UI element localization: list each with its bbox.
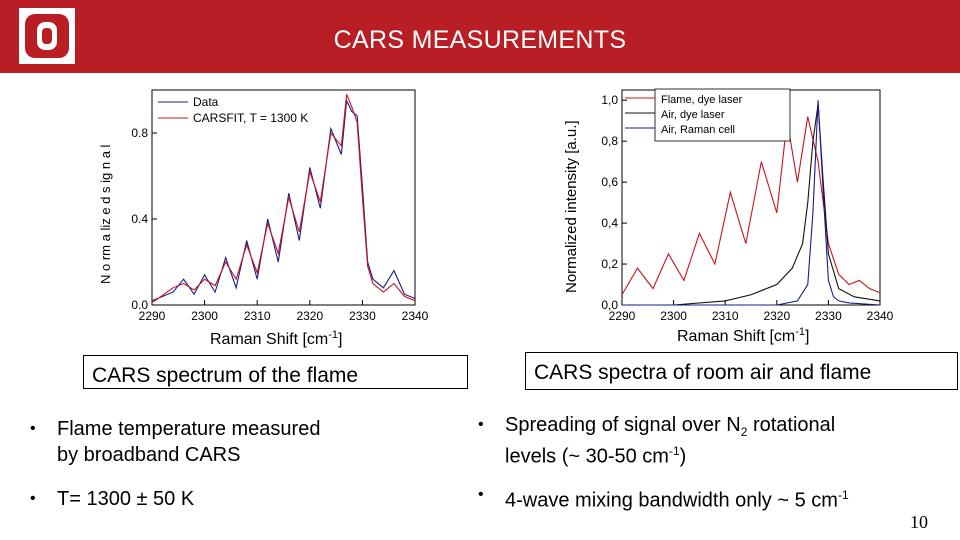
right-x-tick-label: 2340 <box>866 309 894 323</box>
left-series-0 <box>152 101 415 301</box>
right-y-tick-label: 0,8 <box>601 134 618 149</box>
right-y-tick-label: 0,2 <box>601 257 618 272</box>
left-x-label: Raman Shift $[cm^{-1}]$ <box>210 329 343 348</box>
left-legend <box>158 95 308 125</box>
right-x-tick-label: 2290 <box>608 309 636 323</box>
left-series-1 <box>152 94 415 303</box>
bullet-left-1-line2: by broadband CARS <box>57 444 241 466</box>
right-series-0 <box>622 117 880 295</box>
right-y-tick-label: 1,0 <box>601 93 618 108</box>
left-chart <box>100 85 445 355</box>
left-y-tick-label: 0.4 <box>131 212 148 226</box>
right-y-label: Normalized intensity [a.u.] <box>563 120 580 293</box>
left-x-tick-label: 2340 <box>401 309 429 323</box>
bullet-right-1-line2: levels (~ 30-50 $cm^{-1}$) <box>505 444 687 468</box>
page-number: 10 <box>910 512 928 532</box>
slide-header <box>0 0 960 73</box>
bullet-right-1 <box>478 412 953 472</box>
bullet-right-2 <box>478 482 953 512</box>
right-legend-flame: Flame, dye laser <box>661 94 743 106</box>
left-legend-data: Data <box>193 95 219 109</box>
right-chart <box>555 85 900 347</box>
right-caption: CARS spectra of room air and flame <box>525 352 958 390</box>
left-y-label: N o rm a liz e d s ig n a l <box>98 144 113 284</box>
left-caption: CARS spectrum of the flame <box>83 355 468 389</box>
right-legend-air-dye: Air, dye laser <box>661 109 725 121</box>
bullet-left-1 <box>30 416 450 476</box>
bullet-icon: • <box>478 416 484 433</box>
bullet-left-1-line1: Flame temperature measured <box>57 418 321 440</box>
right-y-tick-label: 0,0 <box>601 298 618 312</box>
left-y-tick-label: 0.8 <box>131 126 148 140</box>
right-y-tick-label: 0,4 <box>601 216 618 231</box>
right-x-tick-label: 2320 <box>763 309 791 323</box>
bullet-left-2-text: T= 1300 ± 50 K <box>57 488 195 510</box>
right-legend <box>625 89 790 141</box>
slide-title: CARS MEASUREMENTS <box>333 26 627 54</box>
left-x-tick-label: 2300 <box>191 309 218 323</box>
bullet-left-2 <box>30 486 450 516</box>
right-y-tick-label: 0,6 <box>601 175 618 190</box>
left-y-tick-label: 0.0 <box>131 298 148 312</box>
bullet-icon: • <box>30 490 36 507</box>
bullet-icon: • <box>478 486 484 503</box>
left-x-tick-label: 2290 <box>138 309 166 323</box>
right-x-tick-label: 2300 <box>660 309 687 323</box>
bullet-icon: • <box>30 420 36 437</box>
left-legend-fit: CARSFIT, T = 1300 K <box>193 111 309 125</box>
right-x-label: Raman Shift $[cm^{-1}]$ <box>677 326 810 345</box>
right-legend-air-raman: Air, Raman cell <box>661 124 735 136</box>
bullet-right-2-text: 4-wave mixing bandwidth only ~ 5 $cm^{-1}$ <box>505 488 849 512</box>
left-x-tick-label: 2330 <box>349 309 376 323</box>
left-x-tick-label: 2320 <box>296 309 324 323</box>
left-x-tick-label: 2310 <box>243 309 271 323</box>
right-x-tick-label: 2330 <box>815 309 842 323</box>
bullet-right-1-line1: Spreading of signal over $N_2$ rotational <box>505 414 836 439</box>
right-x-tick-label: 2310 <box>711 309 739 323</box>
